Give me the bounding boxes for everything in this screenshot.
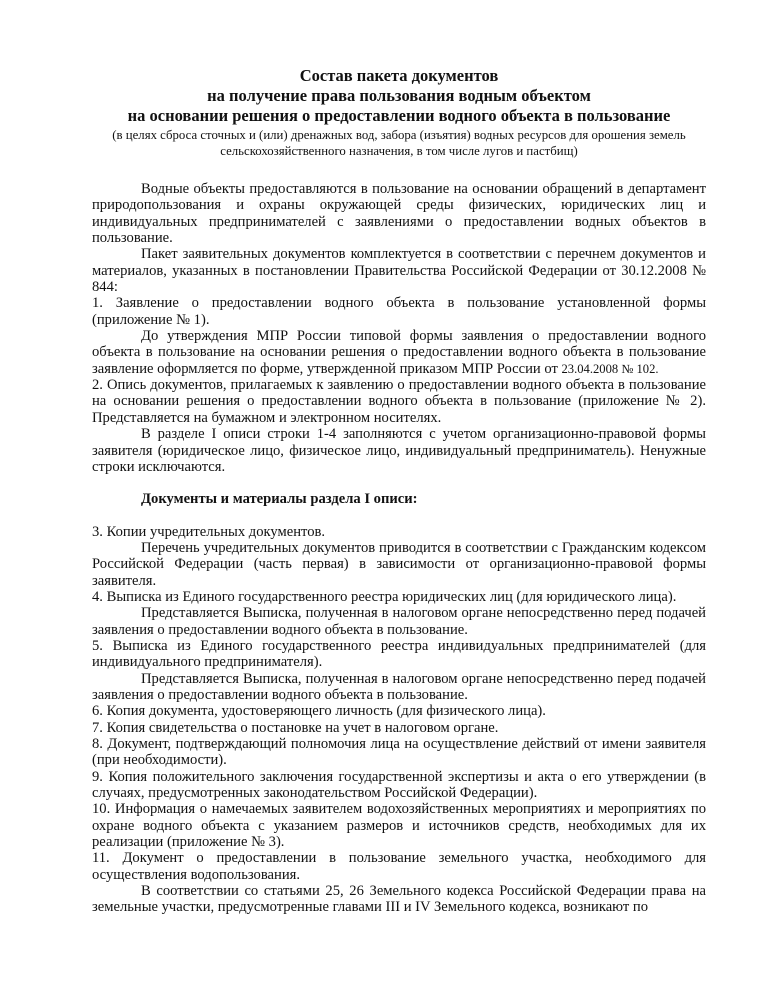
paragraph-section-note: В разделе I описи строки 1-4 заполняются с учетом организационно-правовой формы заявителя (юридическое лицо, физическое лицо, индивидуальный предприниматель). Ненужные строки исключаются. <box>92 426 706 475</box>
document-body <box>92 181 706 916</box>
title-line-2: на получение права пользования водным объектом <box>207 86 591 105</box>
title-line-3: на основании решения о предоставлении водного объекта в пользование <box>127 106 671 125</box>
list-item-8: 8. Документ, подтверждающий полномочия лица на осуществление действий от имени заявителя (при необходимости). <box>92 736 706 769</box>
list-item-1: 1. Заявление о предоставлении водного объекта в пользование установленной формы (приложение № 1). <box>92 295 706 328</box>
paragraph-form-note <box>92 328 706 377</box>
list-item-5: 5. Выписка из Единого государственного реестра индивидуальных предпринимателей (для индивидуального предпринимателя). <box>92 637 706 671</box>
list-item-10: 10. Информация о намечаемых заявителем водохозяйственных мероприятиях и мероприятиях по охране водного объекта с указанием размеров и источников средств, необходимых для их реализации (приложение № 3). <box>92 801 706 851</box>
list-item-9: 9. Копия положительного заключения государственной экспертизы и акта о его утверждении (в случаях, предусмотренных законодательством Российской Федерации). <box>92 768 706 802</box>
section-heading: Документы и материалы раздела I описи: <box>141 491 418 508</box>
paragraph-package: Пакет заявительных документов комплектуется в соответствии с перечнем документов и материалов, указанных в постановлении Правительства Российской Федерации от 30.12.2008 № 844: <box>92 246 706 296</box>
list-item-3: 3. Копии учредительных документов. <box>92 523 326 540</box>
paragraph-founding-docs: Перечень учредительных документов приводится в соответствии с Гражданским кодексом Российской Федерации (часть первая) в зависимости от организационно-правовой формы заявителя. <box>92 539 706 589</box>
list-item-6: 6. Копия документа, удостоверяющего личность (для физического лица). <box>92 703 546 720</box>
document-header <box>92 66 706 159</box>
list-item-7: 7. Копия свидетельства о постановке на учет в налоговом органе. <box>92 719 499 736</box>
list-item-11: 11. Документ о предоставлении в пользование земельного участка, необходимого для осуществления водопользования. <box>92 850 706 883</box>
form-note-text: До утверждения МПР России типовой формы заявления о предоставлении водного объекта в пользование на основании решения о предоставлении водного объекта в пользование заявление оформляется по форме, утвержденной приказом МПР России от <box>92 328 706 377</box>
list-item-2: 2. Опись документов, прилагаемых к заявлению о предоставлении водного объекта в пользование на основании решения о предоставлении водного объекта в пользование (приложение № 2). Представляется на бумажном и электронном носителях. <box>92 377 706 426</box>
paragraph-extract-ip: Представляется Выписка, полученная в налоговом органе непосредственно перед подачей заявления о предоставлении водного объекта в пользование. <box>92 670 706 703</box>
form-note-date: 23.04.2008 № 102. <box>561 361 659 376</box>
paragraph-intro: Водные объекты предоставляются в пользование на основании обращений в департамент природопользования и охраны окружающей среды физических, юридических лиц и индивидуальных предпринимателей с заявлениями о предоставлении водных объектов в пользование. <box>92 181 706 247</box>
title-line-1: Состав пакета документов <box>299 66 499 85</box>
paragraph-extract-legal: Представляется Выписка, полученная в налоговом органе непосредственно перед подачей заявления о предоставлении водного объекта в пользование. <box>92 605 706 638</box>
list-item-4: 4. Выписка из Единого государственного реестра юридических лиц (для юридического лица). <box>92 588 677 605</box>
paragraph-land-code: В соответствии со статьями 25, 26 Земельного кодекса Российской Федерации права на земельные участки, предусмотренные главами III и IV Земельного кодекса, возникают по <box>92 883 706 916</box>
document-subtitle: (в целях сброса сточных и (или) дренажных вод, забора (изъятия) водных ресурсов для орошения земель сельскохозяйственного назначения, в том числе лугов и пастбищ) <box>112 128 686 158</box>
